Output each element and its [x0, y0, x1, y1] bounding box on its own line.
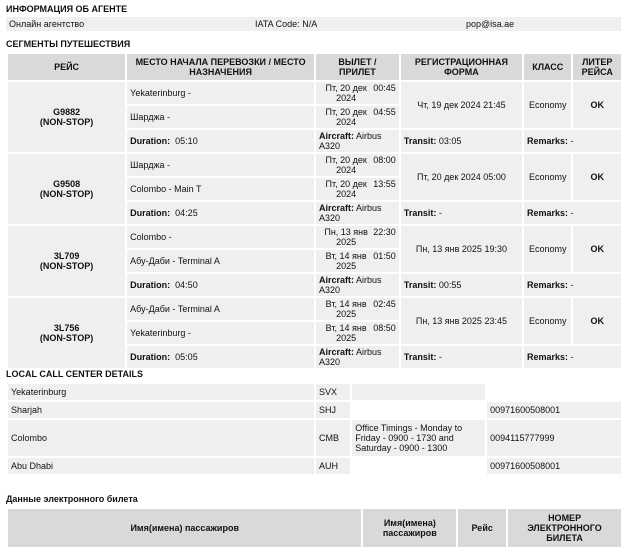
remarks-label: Remarks:: [527, 280, 569, 290]
remarks-label: Remarks:: [527, 352, 569, 362]
aircraft-value: Airbus A320: [319, 131, 382, 151]
callcenter-row: [8, 402, 621, 418]
aircraft-label: Aircraft:: [319, 275, 355, 285]
dep-date: Пт, 20 дек 2024: [325, 83, 367, 103]
to-cell: Абу-Даби - Terminal A: [127, 250, 314, 272]
aircraft-cell: [316, 346, 399, 368]
agent-section-title: ИНФОРМАЦИЯ ОБ АГЕНТЕ: [6, 4, 128, 14]
dep-time: 00:45: [373, 83, 396, 93]
aircraft-label: Aircraft:: [319, 347, 355, 357]
flight-code: 3L709: [53, 251, 80, 261]
cc-phone: 00971600508001: [487, 402, 621, 418]
flight-code: G9882: [53, 107, 81, 117]
cc-code: SVX: [316, 384, 350, 400]
from-cell: Colombo -: [127, 226, 314, 248]
transit-cell: [401, 274, 522, 296]
flight-cell: [8, 298, 125, 368]
ticket-header-number: НОМЕР ЭЛЕКТРОННОГО БИЛЕТА: [508, 509, 621, 547]
cc-info: [352, 458, 485, 474]
agent-info-row: [6, 17, 621, 31]
duration-cell: [127, 202, 314, 224]
transit-cell: [401, 130, 522, 152]
cc-info: [352, 402, 485, 418]
aircraft-label: Aircraft:: [319, 131, 355, 141]
callcenter-row: [8, 384, 621, 400]
dep-time: 22:30: [373, 227, 396, 237]
duration-value: 05:10: [175, 136, 198, 146]
cc-info: [352, 384, 485, 400]
transit-label: Transit:: [403, 136, 437, 146]
remarks-value: -: [570, 208, 574, 218]
transit-label: Transit:: [403, 208, 437, 218]
duration-value: 05:05: [175, 352, 198, 362]
cc-code: CMB: [316, 420, 350, 456]
header-litera: ЛИТЕР РЕЙСА: [573, 54, 621, 80]
remarks-label: Remarks:: [527, 136, 569, 146]
header-depart: ВЫЛЕТ / ПРИЛЕТ: [316, 54, 399, 80]
to-cell: Colombo - Main T: [127, 178, 314, 200]
aircraft-cell: [316, 202, 399, 224]
segment-row: [8, 298, 621, 320]
duration-value: 04:50: [175, 280, 198, 290]
ticket-section-title: Данные электронного билета: [6, 494, 138, 504]
litera-cell: OK: [573, 298, 621, 344]
cc-code: SHJ: [316, 402, 350, 418]
from-cell: Абу-Даби - Terminal A: [127, 298, 314, 320]
cc-city: Abu Dhabi: [8, 458, 314, 474]
arr-time: 04:55: [373, 107, 396, 117]
remarks-cell: [524, 346, 621, 368]
segment-row: [8, 226, 621, 248]
ticket-header-row: [8, 509, 621, 547]
class-cell: Economy: [524, 82, 571, 128]
arr-cell: [316, 250, 399, 272]
transit-value: 00:55: [438, 280, 462, 290]
remarks-cell: [524, 130, 621, 152]
arr-cell: [316, 106, 399, 128]
callcenter-row: [8, 420, 621, 456]
arr-cell: [316, 178, 399, 200]
duration-cell: [127, 130, 314, 152]
cc-city: Yekaterinburg: [8, 384, 314, 400]
class-cell: Economy: [524, 298, 571, 344]
callcenter-row: [8, 458, 621, 474]
aircraft-label: Aircraft:: [319, 203, 355, 213]
ticket-header-names: Имя(имена) пассажиров: [363, 509, 456, 547]
ticket-header-flight: Рейс: [458, 509, 506, 547]
duration-label: Duration:: [130, 280, 171, 290]
arr-date: Пт, 20 дек 2024: [325, 107, 367, 127]
from-cell: Yekaterinburg -: [127, 82, 314, 104]
checkin-cell: Пн, 13 янв 2025 23:45: [401, 298, 522, 344]
transit-value: 03:05: [438, 136, 462, 146]
arr-date: Вт, 14 янв 2025: [325, 251, 367, 271]
ticket-header-passengers: Имя(имена) пассажиров: [8, 509, 361, 547]
aircraft-value: Airbus A320: [319, 275, 382, 295]
remarks-cell: [524, 274, 621, 296]
transit-cell: [401, 202, 522, 224]
remarks-value: -: [570, 280, 574, 290]
duration-label: Duration:: [130, 136, 171, 146]
dep-cell: [316, 226, 399, 248]
flight-stops: (NON-STOP): [39, 189, 94, 199]
arr-date: Вт, 14 янв 2025: [325, 323, 367, 343]
to-cell: Шарджа -: [127, 106, 314, 128]
from-cell: Шарджа -: [127, 154, 314, 176]
duration-label: Duration:: [130, 208, 171, 218]
remarks-cell: [524, 202, 621, 224]
header-checkin: РЕГИСТРАЦИОННАЯ ФОРМА: [401, 54, 522, 80]
arr-time: 01:50: [373, 251, 396, 261]
to-cell: Yekaterinburg -: [127, 322, 314, 344]
flight-code: 3L756: [53, 323, 80, 333]
header-route: МЕСТО НАЧАЛА ПЕРЕВОЗКИ / МЕСТО НАЗНАЧЕНИЯ: [127, 54, 314, 80]
cc-code: AUH: [316, 458, 350, 474]
dep-date: Пн, 13 янв 2025: [324, 227, 368, 247]
segments-section-title: СЕГМЕНТЫ ПУТЕШЕСТВИЯ: [6, 39, 131, 49]
arr-time: 13:55: [373, 179, 396, 189]
checkin-cell: Пн, 13 янв 2025 19:30: [401, 226, 522, 272]
transit-value: -: [438, 352, 442, 362]
agent-iata: IATA Code: N/A: [255, 19, 318, 29]
header-class: КЛАСС: [524, 54, 571, 80]
flight-stops: (NON-STOP): [39, 261, 94, 271]
cc-phone: 0094115777999: [487, 420, 621, 456]
agent-email: pop@isa.ae: [466, 19, 515, 29]
aircraft-cell: [316, 274, 399, 296]
arr-date: Пт, 20 дек 2024: [325, 179, 367, 199]
transit-label: Transit:: [403, 352, 437, 362]
cc-city: Colombo: [8, 420, 314, 456]
cc-info: Office Timings - Monday to Friday - 0900 - 1730 and Saturday - 0900 - 1300: [352, 420, 485, 456]
segments-header-row: [8, 54, 621, 80]
dep-cell: [316, 82, 399, 104]
duration-cell: [127, 274, 314, 296]
class-cell: Economy: [524, 154, 571, 200]
arr-cell: [316, 322, 399, 344]
checkin-cell: Пт, 20 дек 2024 05:00: [401, 154, 522, 200]
callcenter-section-title: LOCAL CALL CENTER DETAILS: [6, 369, 143, 379]
flight-cell: [8, 154, 125, 224]
agent-name: Онлайн агентство: [9, 19, 85, 29]
dep-time: 02:45: [373, 299, 396, 309]
litera-cell: OK: [573, 226, 621, 272]
aircraft-value: Airbus A320: [319, 347, 382, 367]
cc-phone: 00971600508001: [487, 458, 621, 474]
litera-cell: OK: [573, 82, 621, 128]
duration-value: 04:25: [175, 208, 198, 218]
duration-cell: [127, 346, 314, 368]
segment-row: [8, 82, 621, 104]
cc-phone: [487, 384, 621, 400]
remarks-value: -: [570, 352, 574, 362]
arr-time: 08:50: [373, 323, 396, 333]
transit-value: -: [438, 208, 442, 218]
flight-cell: [8, 82, 125, 152]
cc-city: Sharjah: [8, 402, 314, 418]
duration-label: Duration:: [130, 352, 171, 362]
checkin-cell: Чт, 19 дек 2024 21:45: [401, 82, 522, 128]
flight-cell: [8, 226, 125, 296]
segments-table: [6, 52, 623, 370]
transit-label: Transit:: [403, 280, 437, 290]
remarks-label: Remarks:: [527, 208, 569, 218]
ticket-table: [6, 507, 623, 549]
remarks-value: -: [570, 136, 574, 146]
flight-stops: (NON-STOP): [39, 333, 94, 343]
flight-stops: (NON-STOP): [39, 117, 94, 127]
aircraft-cell: [316, 130, 399, 152]
dep-date: Пт, 20 дек 2024: [325, 155, 367, 175]
transit-cell: [401, 346, 522, 368]
dep-cell: [316, 298, 399, 320]
dep-time: 08:00: [373, 155, 396, 165]
segment-row: [8, 154, 621, 176]
class-cell: Economy: [524, 226, 571, 272]
dep-cell: [316, 154, 399, 176]
callcenter-table: [6, 382, 623, 476]
flight-code: G9508: [53, 179, 81, 189]
aircraft-value: Airbus A320: [319, 203, 382, 223]
dep-date: Вт, 14 янв 2025: [325, 299, 367, 319]
header-flight: РЕЙС: [8, 54, 125, 80]
litera-cell: OK: [573, 154, 621, 200]
